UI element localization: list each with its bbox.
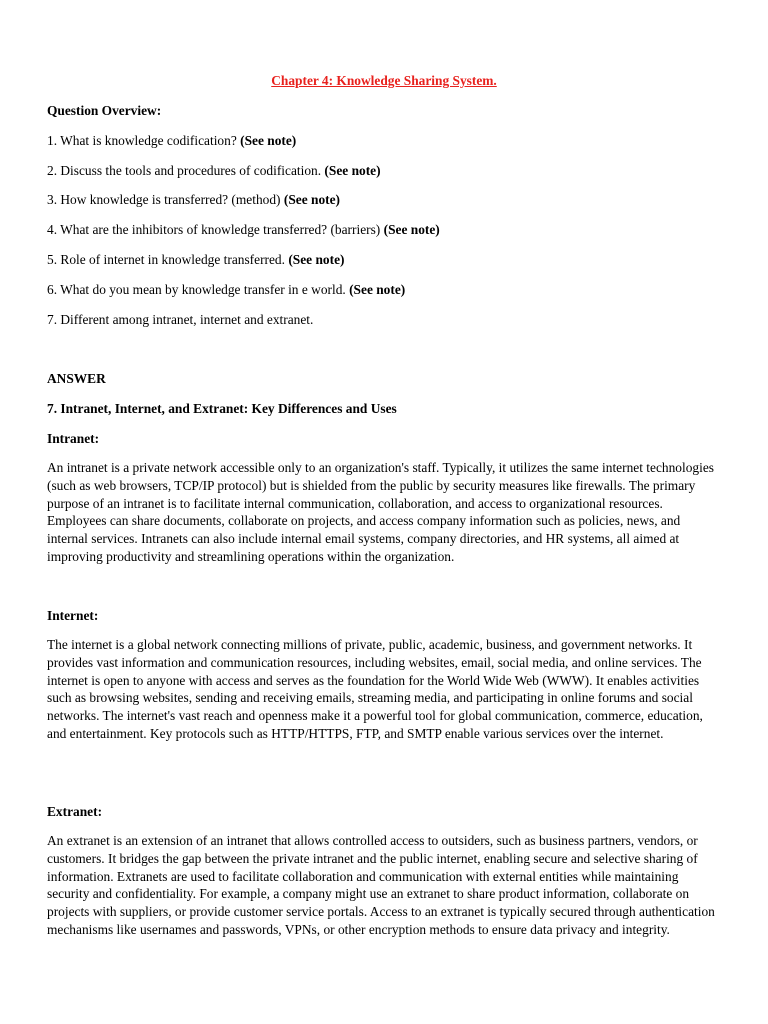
question-text: 7. Different among intranet, internet and extranet. (47, 312, 314, 327)
question-item (47, 162, 381, 179)
intranet-paragraph: An intranet is a private network accessible only to an organization's staff. Typically, it utilizes the same internet technologies (such as web browsers, TCP/IP protocol) but is shielded from the public by security measures like firewalls. The primary purpose of an intranet is to facilitate internal communication, collaboration, and access to organizational resources. Employees can share documents, collaborate on projects, and access company information such as policies, news, and internal services. Intranets can also include internal email systems, company directories, and HR systems, all aimed at improving productivity and streamlining operations within the organization. (47, 460, 714, 564)
internet-paragraph: The internet is a global network connecting millions of private, public, academic, business, and government networks. It provides vast information and communication resources, including websites, email, social media, and online services. The internet is open to anyone with access and serves as the foundation for the World Wide Web (WWW). It enables activities such as browsing websites, sending and receiving emails, streaming media, and participating in online forums and social networks. The internet's vast reach and openness make it a powerful tool for global communication, commerce, education, and entertainment. Key protocols such as HTTP/HTTPS, FTP, and SMTP enable various services over the internet. (47, 637, 703, 741)
question-text: 1. What is knowledge codification? (47, 133, 241, 148)
answer-heading: ANSWER (47, 371, 106, 386)
see-note-label: (See note) (283, 192, 341, 207)
question-text: 6. What do you mean by knowledge transfer in e world. (47, 282, 350, 297)
extranet-paragraph: An extranet is an extension of an intranet that allows controlled access to outsiders, such as business partners, vendors, or customers. It bridges the gap between the private intranet and the public internet, enabling secure and selective sharing of information. Extranets are used to facilitate collaboration and communication with external entities while maintaining security and confidentiality. For example, a company might use an extranet to share product information, collaborate on projects with suppliers, or provide customer service portals. Access to an extranet is typically secured through authentication mechanisms like usernames and passwords, VPNs, or other encryption methods to ensure data privacy and integrity. (47, 833, 715, 937)
see-note-label: (See note) (324, 163, 381, 178)
question-item (47, 251, 344, 268)
intranet-heading: Intranet: (47, 431, 100, 446)
question-item (47, 191, 340, 208)
question-item (47, 311, 313, 328)
question-item (47, 281, 405, 298)
question-text: 5. Role of internet in knowledge transferred. (47, 252, 289, 267)
internet-heading: Internet: (47, 608, 99, 623)
question-text: 4. What are the inhibitors of knowledge transferred? (barriers) (47, 222, 384, 237)
see-note-label: (See note) (349, 282, 406, 297)
see-note-label: (See note) (383, 222, 440, 237)
extranet-heading: Extranet: (47, 804, 103, 819)
question-item (47, 132, 296, 149)
question-overview-heading: Question Overview: (47, 103, 162, 118)
question-text: 3. How knowledge is transferred? (method) (47, 192, 284, 207)
chapter-title: Chapter 4: Knowledge Sharing System. (271, 73, 497, 88)
question-item (47, 221, 440, 238)
see-note-label: (See note) (240, 133, 297, 148)
question-text: 2. Discuss the tools and procedures of codification. (47, 163, 325, 178)
see-note-label: (See note) (288, 252, 345, 267)
answer-title: 7. Intranet, Internet, and Extranet: Key Differences and Uses (47, 401, 397, 416)
